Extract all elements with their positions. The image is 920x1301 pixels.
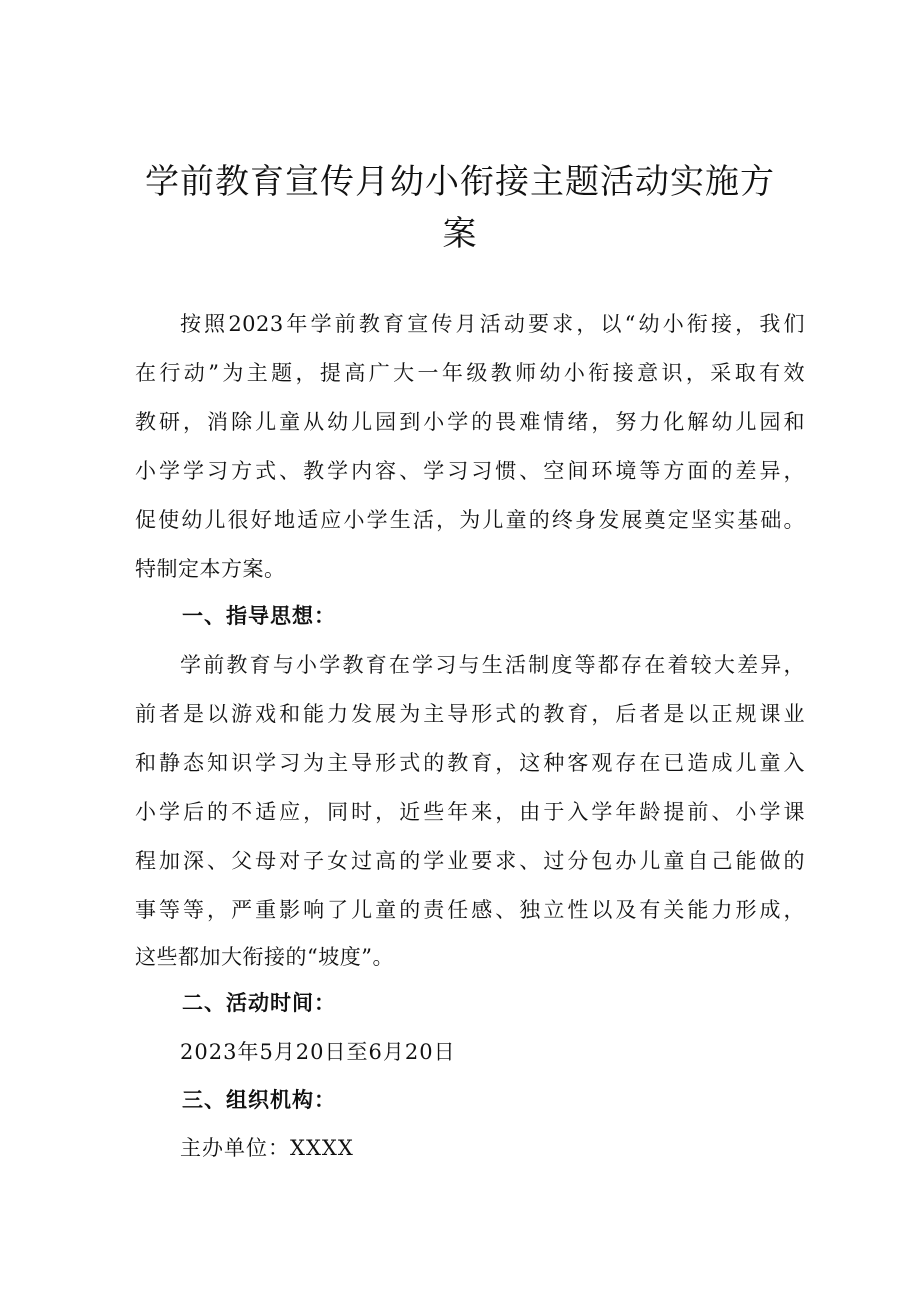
section-1-line: 小学后的不适应，同时，近些年来，由于入学年龄提前、小学课 [135, 800, 805, 824]
document-title-line-1: 学前教育宣传月幼小衔接主题活动实施方 [145, 162, 775, 202]
section-1-heading: 一、指导思想： [182, 604, 336, 628]
section-1-line: 前者是以游戏和能力发展为主导形式的教育，后者是以正规课业 [135, 702, 805, 726]
section-1-line: 和静态知识学习为主导形式的教育，这种客观存在已造成儿童入 [135, 751, 805, 775]
intro-line: 特制定本方案。 [135, 557, 286, 581]
document-title-line-2: 案 [442, 214, 478, 254]
intro-line: 教研，消除儿童从幼儿园到小学的畏难情绪，努力化解幼儿园和 [135, 410, 805, 434]
section-1-line: 这些都加大衔接的“坡度”。 [135, 945, 394, 969]
section-3-heading: 三、组织机构： [182, 1088, 336, 1112]
section-2-heading: 二、活动时间： [182, 991, 336, 1015]
intro-line: 小学学习方式、教学内容、学习习惯、空间环境等方面的差异， [135, 459, 805, 483]
section-1-line: 程加深、父母对子女过高的学业要求、过分包办儿童自己能做的 [135, 849, 805, 873]
intro-line: 在行动”为主题，提高广大一年级教师幼小衔接意识，采取有效 [135, 361, 805, 385]
intro-line: 促使幼儿很好地适应小学生活，为儿童的终身发展奠定坚实基础。 [135, 508, 805, 532]
intro-line: 按照2023年学前教育宣传月活动要求，以“幼小衔接，我们 [180, 312, 805, 336]
activity-date-range: 2023年5月20日至6月20日 [180, 1040, 456, 1064]
organizer-line: 主办单位：XXXX [180, 1136, 354, 1160]
section-1-line: 学前教育与小学教育在学习与生活制度等都存在着较大差异， [180, 653, 805, 677]
section-1-line: 事等等，严重影响了儿童的责任感、独立性以及有关能力形成， [135, 898, 805, 922]
